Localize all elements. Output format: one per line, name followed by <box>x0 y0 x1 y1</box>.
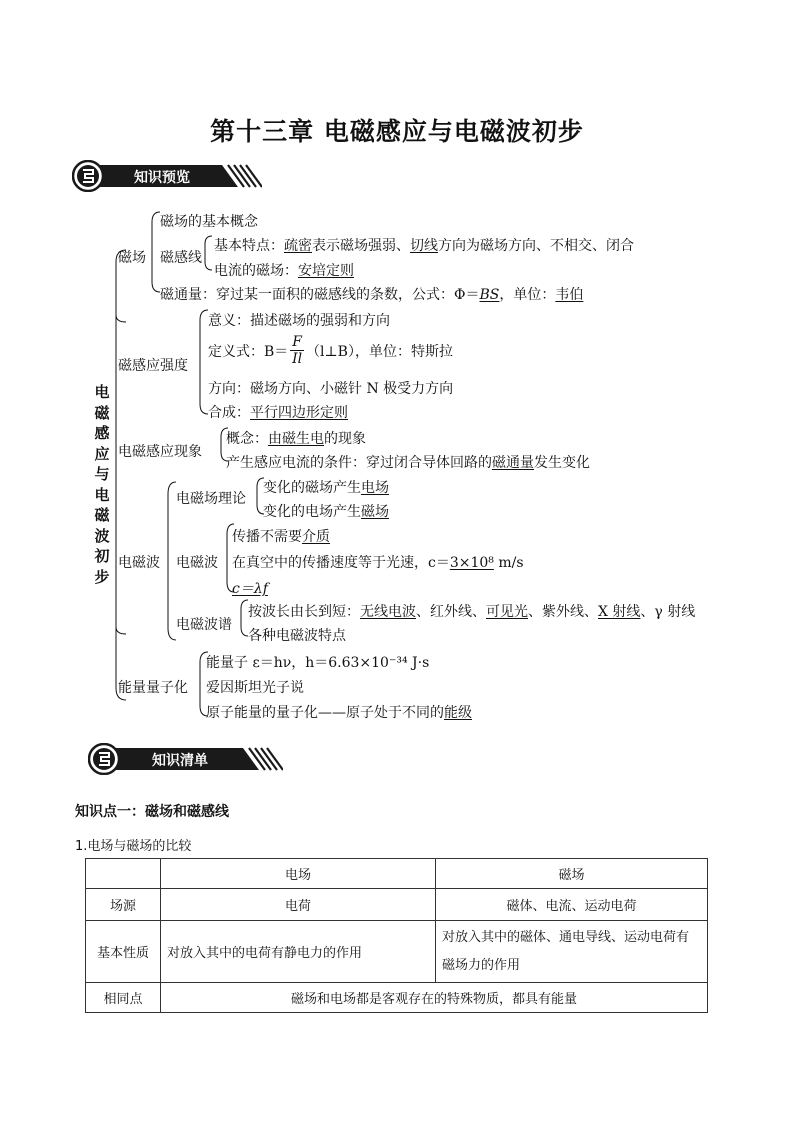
intensity-bracket <box>200 310 208 414</box>
table-cell: 磁场和电场都是客观存在的特殊物质，都具有能量 <box>161 983 708 1013</box>
node-em-wave: 电磁波 <box>176 555 218 571</box>
spectrum-bracket <box>241 600 248 636</box>
leaf-energy-level: 原子能量的量子化——原子处于不同的能级 <box>206 705 472 721</box>
node-wave: 电磁波 <box>118 555 160 571</box>
node-field: 磁场 <box>118 250 146 266</box>
node-intensity: 磁感应强度 <box>118 358 188 374</box>
node-induction: 电磁感应现象 <box>118 444 202 460</box>
banner-label: 知识预览 <box>134 170 190 186</box>
leaf-em-formula: c＝λf <box>232 581 268 597</box>
table-row <box>86 889 708 921</box>
banner-label: 知识清单 <box>152 753 208 769</box>
wave-bracket <box>168 482 176 640</box>
leaf-meaning: 意义：描述磁场的强弱和方向 <box>208 313 390 329</box>
node-quantization: 能量量子化 <box>118 680 188 696</box>
leaf-induction-concept: 概念：由磁生电的现象 <box>226 431 366 447</box>
table-cell: 场源 <box>86 889 161 921</box>
leaf-direction: 方向：磁场方向、小磁针 N 极受力方向 <box>208 381 454 397</box>
leaf-photon: 爱因斯坦光子说 <box>206 680 304 696</box>
node-spectrum: 电磁波谱 <box>176 617 232 633</box>
leaf-basic-concept: 磁场的基本概念 <box>160 214 258 230</box>
table-row <box>86 859 708 889</box>
leaf-spectrum-features: 各种电磁波特点 <box>248 628 346 644</box>
comparison-table <box>85 858 708 1013</box>
root-bracket <box>116 250 126 700</box>
table-cell: 电荷 <box>161 889 436 921</box>
leaf-em-medium: 传播不需要介质 <box>232 529 330 545</box>
table-cell: 基本性质 <box>86 921 161 983</box>
table-cell: 磁体、电流、运动电荷 <box>436 889 708 921</box>
leaf-theory-1: 变化的磁场产生电场 <box>263 480 389 496</box>
lines-bracket <box>205 236 212 270</box>
field-bracket <box>152 212 160 292</box>
fraction: $\frac{F}{Il}$ <box>292 334 303 367</box>
table-cell: 磁场 <box>436 859 708 889</box>
leaf-spectrum-order: 按波长由长到短：无线电波、红外线、可见光、紫外线、X 射线、γ 射线 <box>248 604 696 620</box>
table-row <box>86 983 708 1013</box>
table-cell: 电场 <box>161 859 436 889</box>
leaf-theory-2: 变化的电场产生磁场 <box>263 504 389 520</box>
leaf-flux: 磁通量：穿过某一面积的磁感线的条数，公式：Φ＝BS，单位：韦伯 <box>160 287 584 303</box>
table-cell: 对放入其中的电荷有静电力的作用 <box>161 921 436 983</box>
leaf-features: 基本特点：疏密表示磁场强弱、切线方向为磁场方向、不相交、闭合 <box>214 238 634 254</box>
page-title: 第十三章 电磁感应与电磁波初步 <box>210 117 584 146</box>
leaf-em-speed: 在真空中的传播速度等于光速，c＝3×10⁸ m/s <box>232 555 524 571</box>
node-em-theory: 电磁场理论 <box>176 491 246 507</box>
table-cell <box>86 859 161 889</box>
leaf-quantum: 能量子 ε＝hν，h＝6.63×10⁻³⁴ J·s <box>206 655 430 671</box>
table-cell: 相同点 <box>86 983 161 1013</box>
section-heading: 知识点一：磁场和磁感线 <box>75 804 229 820</box>
section-subheading: 1.电场与磁场的比较 <box>75 839 192 854</box>
leaf-induction-condition: 产生感应电流的条件：穿过闭合导体回路的磁通量发生变化 <box>226 455 590 471</box>
table-row <box>86 921 708 983</box>
leaf-current-field: 电流的磁场：安培定则 <box>214 263 354 279</box>
tree-root-label: 电磁感应与电磁波初步 <box>94 383 110 586</box>
node-field-lines: 磁感线 <box>160 250 202 266</box>
table-cell: 对放入其中的磁体、通电导线、运动电荷有磁场力的作用 <box>436 921 708 983</box>
leaf-definition: 定义式：B＝ $\frac{F}{Il}$ （l⊥B），单位：特斯拉 <box>208 334 453 367</box>
leaf-compose: 合成：平行四边形定则 <box>208 405 348 421</box>
